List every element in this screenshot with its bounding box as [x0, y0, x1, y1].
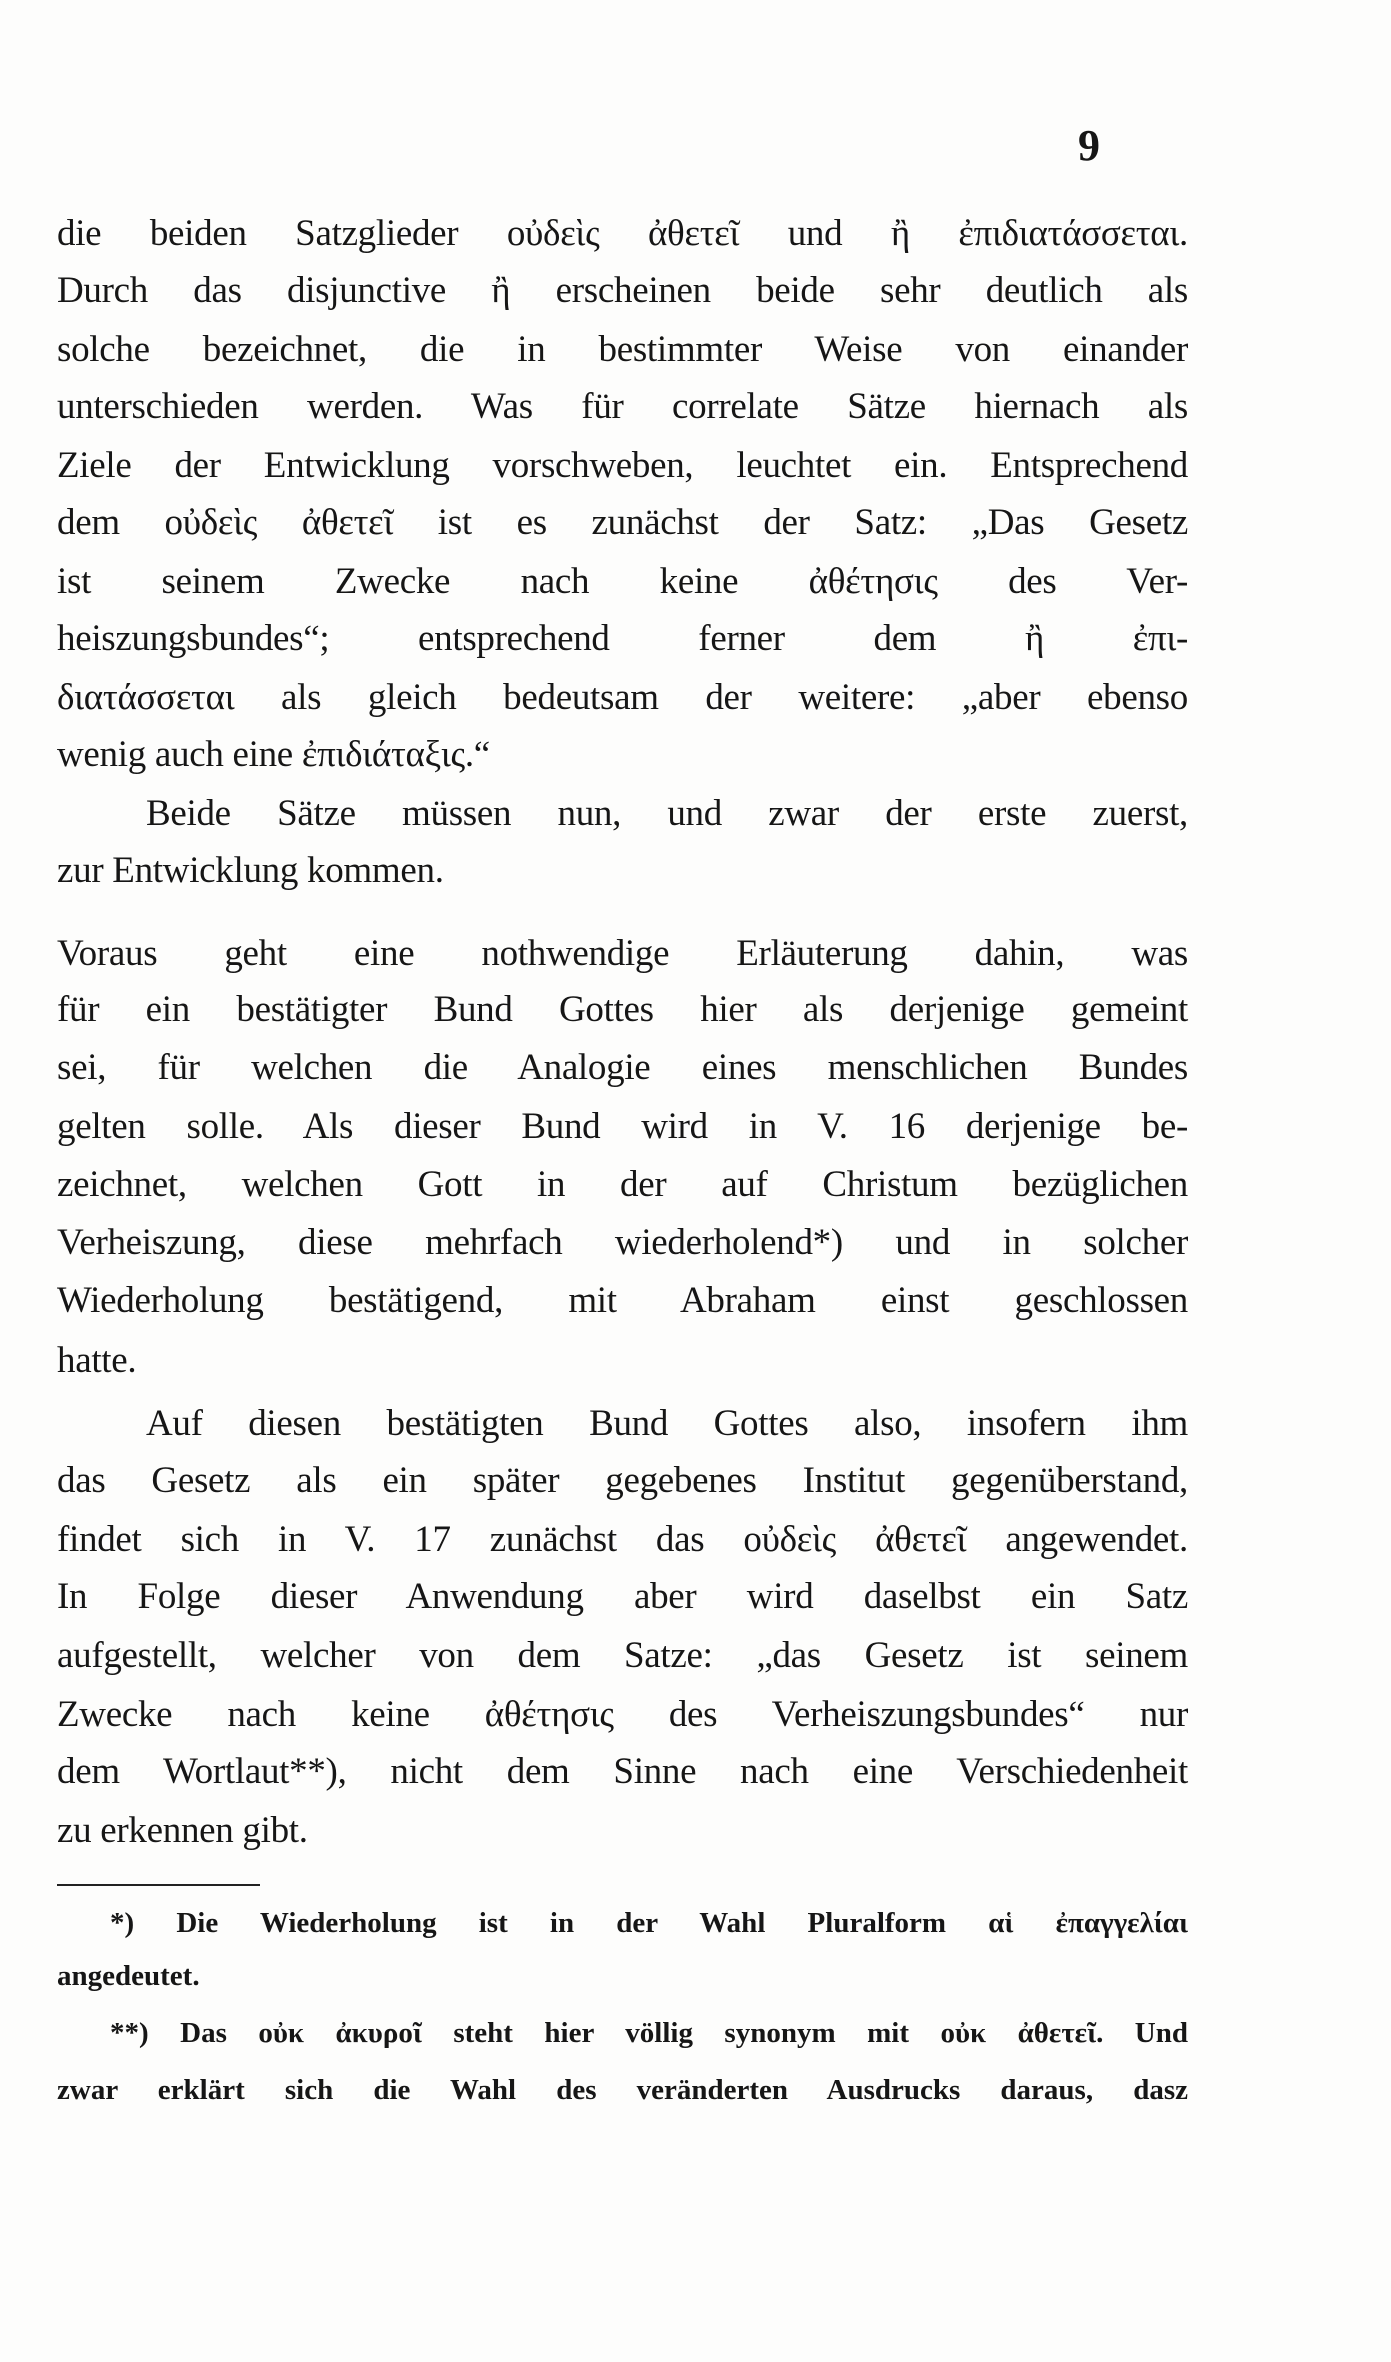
text-line: Ziele der Entwicklung vorschweben, leuchtet ein. Entsprechend	[57, 445, 1188, 486]
text-line: wenig auch eine ἐπιδιάταξις.“	[57, 734, 490, 775]
text-line: In Folge dieser Anwendung aber wird daselbst ein Satz	[57, 1576, 1188, 1617]
footnote-line: **) Das οὐκ ἀκυροῖ steht hier völlig synonym mit οὐκ ἀθετεῖ. Und	[110, 2017, 1188, 2049]
text-line: Durch das disjunctive ἢ erscheinen beide sehr deutlich als	[57, 270, 1188, 311]
text-line: gelten solle. Als dieser Bund wird in V. 16 derjenige be-	[57, 1106, 1188, 1147]
text-line: zu erkennen gibt.	[57, 1810, 308, 1851]
text-line: dem οὐδεὶς ἀθετεῖ ist es zunächst der Satz: „Das Gesetz	[57, 502, 1188, 543]
text-line: διατάσσεται als gleich bedeutsam der weitere: „aber ebenso	[57, 677, 1188, 718]
text-line: unterschieden werden. Was für correlate Sätze hiernach als	[57, 386, 1188, 427]
footnote-line: zwar erklärt sich die Wahl des veränderten Ausdrucks daraus, dasz	[57, 2074, 1188, 2106]
text-line: heiszungsbundes“; entsprechend ferner dem ἢ ἐπι-	[57, 618, 1188, 659]
text-line: ist seinem Zwecke nach keine ἀθέτησις des Ver-	[57, 561, 1188, 602]
footnote-line: *) Die Wiederholung ist in der Wahl Pluralform αἱ ἐπαγγελίαι	[110, 1907, 1188, 1939]
text-line: Wiederholung bestätigend, mit Abraham einst geschlossen	[57, 1280, 1188, 1321]
text-line: Auf diesen bestätigten Bund Gottes also, insofern ihm	[146, 1403, 1188, 1444]
text-line: findet sich in V. 17 zunächst das οὐδεὶς ἀθετεῖ angewendet.	[57, 1519, 1188, 1560]
footnote-line: angedeutet.	[57, 1960, 200, 1992]
text-line: Zwecke nach keine ἀθέτησις des Verheiszungsbundes“ nur	[57, 1694, 1188, 1735]
footnote-divider	[57, 1884, 260, 1886]
text-line: für ein bestätigter Bund Gottes hier als derjenige gemeint	[57, 989, 1188, 1030]
text-line: hatte.	[57, 1340, 137, 1381]
text-line: zeichnet, welchen Gott in der auf Christum bezüglichen	[57, 1164, 1188, 1205]
text-line: Voraus geht eine nothwendige Erläuterung dahin, was	[57, 933, 1188, 974]
text-line: die beiden Satzglieder οὐδεὶς ἀθετεῖ und ἢ ἐπιδιατάσσεται.	[57, 213, 1188, 254]
text-line: Beide Sätze müssen nun, und zwar der erste zuerst,	[146, 793, 1188, 834]
text-line: solche bezeichnet, die in bestimmter Weise von einander	[57, 329, 1188, 370]
text-line: dem Wortlaut**), nicht dem Sinne nach eine Verschiedenheit	[57, 1751, 1188, 1792]
text-line: sei, für welchen die Analogie eines menschlichen Bundes	[57, 1047, 1188, 1088]
page-number: 9	[1078, 121, 1100, 170]
text-line: das Gesetz als ein später gegebenes Institut gegenüberstand,	[57, 1460, 1188, 1501]
text-line: zur Entwicklung kommen.	[57, 850, 444, 891]
text-line: Verheiszung, diese mehrfach wiederholend*) und in solcher	[57, 1222, 1188, 1263]
text-line: aufgestellt, welcher von dem Satze: „das Gesetz ist seinem	[57, 1635, 1188, 1676]
